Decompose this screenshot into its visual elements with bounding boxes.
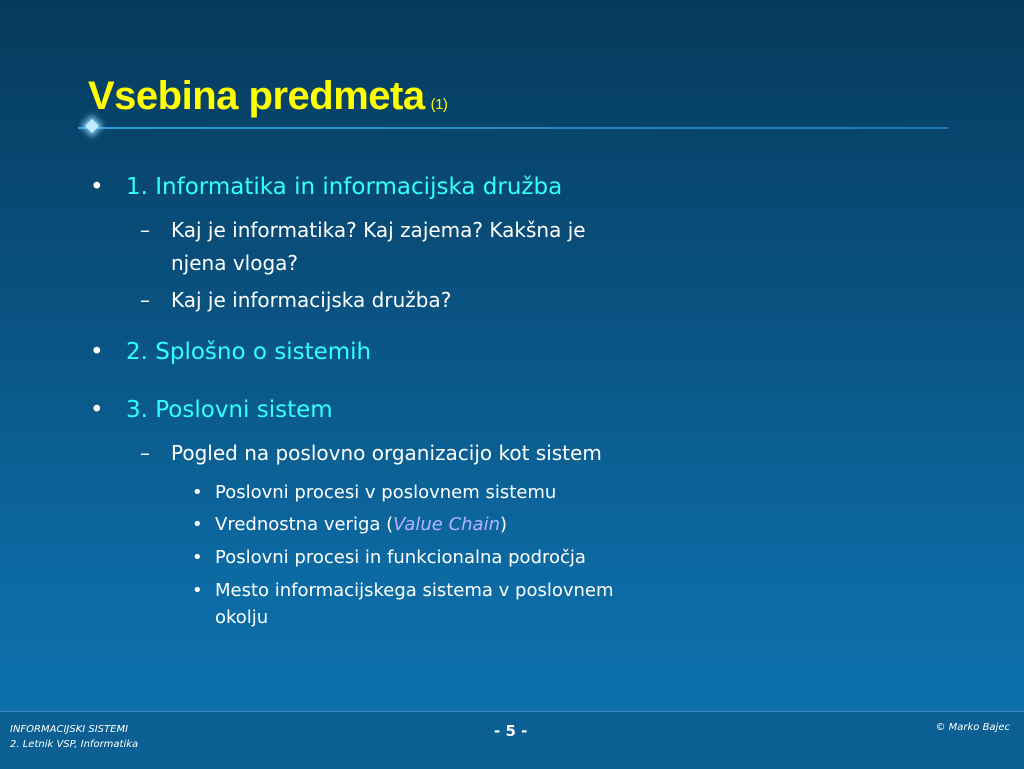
slide-title xyxy=(88,74,447,127)
footer-author: © Marko Bajec xyxy=(935,722,1010,733)
title-main: Vsebina predmeta xyxy=(88,74,425,118)
dash-icon: – xyxy=(140,288,150,312)
outline-item-1-sub-1-text xyxy=(171,214,691,280)
point-3 xyxy=(192,544,675,571)
footer-course-info xyxy=(10,722,138,752)
dash-icon: – xyxy=(140,441,150,465)
point-4-text xyxy=(215,577,675,631)
page-number: - 5 - xyxy=(494,722,528,740)
point-2-after: ) xyxy=(500,514,508,535)
footer-bar xyxy=(0,711,1024,769)
outline-item-2-label: 2. Splošno o sistemih xyxy=(126,339,372,365)
outline-item-1-sub-2-text: Kaj je informacijska družba? xyxy=(171,288,452,312)
bullet-icon: • xyxy=(90,397,104,423)
small-bullet-icon: • xyxy=(192,547,203,568)
small-bullet-icon: • xyxy=(192,514,203,535)
point-2 xyxy=(192,511,675,538)
small-bullet-icon: • xyxy=(192,482,203,503)
small-bullet-icon: • xyxy=(192,580,203,601)
point-4 xyxy=(192,577,675,631)
value-chain-term: Value Chain xyxy=(393,514,500,535)
outline-item-2 xyxy=(90,337,371,367)
point-2-before: Vrednostna veriga ( xyxy=(215,514,394,535)
outline-item-3-sub-1-text: Pogled na poslovno organizacijo kot sistem xyxy=(171,441,602,465)
dash-icon: – xyxy=(140,218,150,242)
point-1-text: Poslovni procesi v poslovnem sistemu xyxy=(215,482,557,503)
footer-course-year: 2. Letnik VSP, Informatika xyxy=(10,739,139,750)
outline-item-1 xyxy=(90,172,562,202)
outline-item-1-label: 1. Informatika in informacijska družba xyxy=(126,174,563,200)
point-1 xyxy=(192,479,675,506)
point-2-text xyxy=(215,511,675,538)
sub-1-line-1: Kaj je informatika? Kaj zajema? Kakšna je xyxy=(171,218,586,242)
point-4-line-2: okolju xyxy=(215,607,269,628)
outline-item-1-sub-2 xyxy=(140,284,691,317)
sub-1-line-2: njena vloga? xyxy=(171,251,299,275)
bullet-icon: • xyxy=(90,174,104,200)
outline-item-3-label: 3. Poslovni sistem xyxy=(126,397,333,423)
outline-item-3 xyxy=(90,395,333,425)
title-divider xyxy=(78,127,948,129)
bullet-icon: • xyxy=(90,339,104,365)
point-4-line-1: Mesto informacijskega sistema v poslovnem xyxy=(215,580,614,601)
point-3-text: Poslovni procesi in funkcionalna področja xyxy=(215,547,586,568)
outline-item-3-sub-1 xyxy=(140,437,691,470)
title-subscript: (1) xyxy=(430,96,448,113)
footer-course-name: INFORMACIJSKI SISTEMI xyxy=(10,724,129,735)
outline-item-1-sub-1 xyxy=(140,214,691,280)
